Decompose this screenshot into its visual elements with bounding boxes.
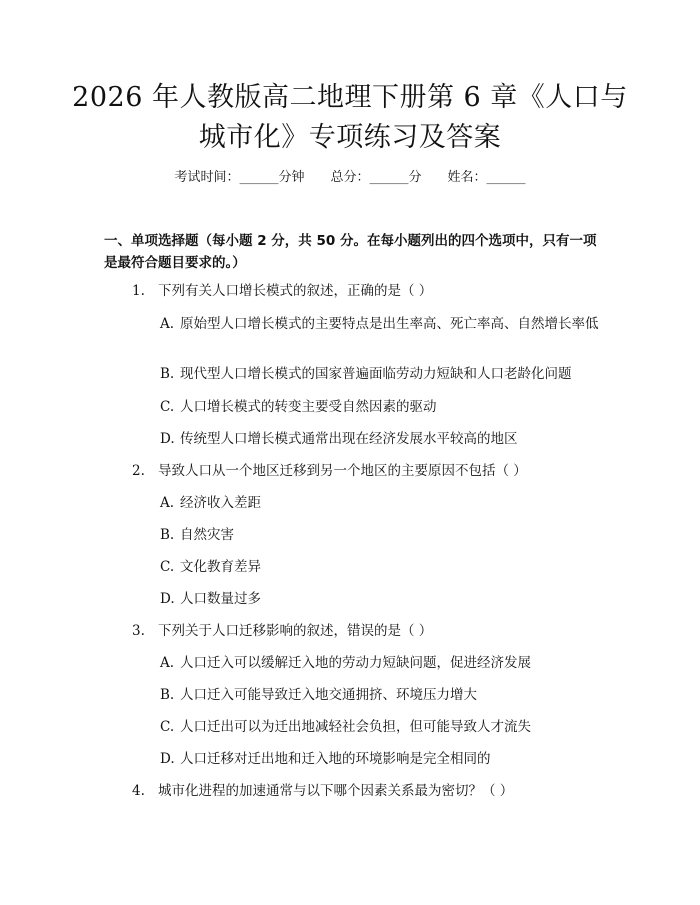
section-heading-line-1: 一、单项选择题（每小题 2 分，共 50 分。在每小题列出的四个选项中，只有一项	[104, 233, 597, 249]
option-letter: B.	[160, 366, 175, 382]
question-1-option-d	[160, 429, 600, 449]
question-4	[132, 781, 612, 801]
question-1	[132, 281, 612, 301]
option-text: 文化教育差异	[180, 559, 261, 575]
option-letter: B.	[160, 687, 175, 703]
page-title	[60, 78, 640, 158]
option-letter: D.	[160, 751, 175, 767]
student-name-field: 姓名：______	[447, 170, 526, 185]
question-2-number: 2.	[132, 463, 145, 479]
exam-time-field: 考试时间：______分钟	[174, 170, 305, 185]
question-2	[132, 461, 612, 481]
question-3-option-d	[160, 749, 600, 769]
option-letter: C.	[160, 559, 175, 575]
option-text: 人口增长模式的转变主要受自然因素的驱动	[180, 399, 437, 415]
section-heading	[104, 230, 604, 274]
option-text: 原始型人口增长模式的主要特点是出生率高、死亡率高、自然增长率低	[180, 316, 599, 332]
question-3-option-b	[160, 685, 600, 705]
section-heading-line-2: 是最符合题目要求的。）	[104, 255, 246, 271]
question-3-option-c	[160, 717, 600, 737]
question-4-number: 4.	[132, 783, 145, 799]
option-text: 人口迁移对迁出地和迁入地的环境影响是完全相同的	[180, 751, 491, 767]
question-4-stem: 城市化进程的加速通常与以下哪个因素关系最为密切？（ ）	[158, 783, 514, 799]
option-letter: D.	[160, 591, 175, 607]
total-score-field: 总分：______分	[330, 170, 422, 185]
exam-meta	[0, 168, 700, 188]
option-letter: A.	[160, 655, 175, 671]
question-3	[132, 621, 612, 641]
option-letter: D.	[160, 431, 175, 447]
option-text: 自然灾害	[180, 527, 234, 543]
option-text: 经济收入差距	[180, 495, 261, 511]
question-3-stem: 下列关于人口迁移影响的叙述，错误的是（ ）	[158, 623, 433, 639]
question-2-option-c	[160, 557, 600, 577]
option-text: 传统型人口增长模式通常出现在经济发展水平较高的地区	[180, 431, 518, 447]
question-2-option-a	[160, 493, 600, 513]
option-text: 人口迁入可能导致迁入地交通拥挤、环境压力增大	[180, 687, 477, 703]
title-line-2: 城市化》专项练习及答案	[198, 122, 502, 153]
option-letter: A.	[160, 316, 175, 332]
question-1-option-c	[160, 397, 600, 417]
question-1-option-b	[160, 364, 600, 384]
question-3-number: 3.	[132, 623, 145, 639]
question-3-option-a	[160, 653, 600, 673]
option-letter: A.	[160, 495, 175, 511]
option-text: 现代型人口增长模式的国家普遍面临劳动力短缺和人口老龄化问题	[180, 366, 572, 382]
option-text: 人口迁入可以缓解迁入地的劳动力短缺问题，促进经济发展	[180, 655, 531, 671]
question-1-stem: 下列有关人口增长模式的叙述，正确的是（ ）	[158, 283, 433, 299]
option-letter: C.	[160, 719, 175, 735]
title-line-1: 2026 年人教版高二地理下册第 6 章《人口与	[72, 82, 628, 113]
option-text: 人口数量过多	[180, 591, 261, 607]
option-letter: B.	[160, 527, 175, 543]
question-2-stem: 导致人口从一个地区迁移到另一个地区的主要原因不包括（ ）	[158, 463, 527, 479]
option-text: 人口迁出可以为迁出地减轻社会负担，但可能导致人才流失	[180, 719, 531, 735]
question-1-number: 1.	[132, 283, 145, 299]
question-2-option-b	[160, 525, 600, 545]
question-2-option-d	[160, 589, 600, 609]
option-letter: C.	[160, 399, 175, 415]
question-1-option-a	[104, 310, 604, 339]
